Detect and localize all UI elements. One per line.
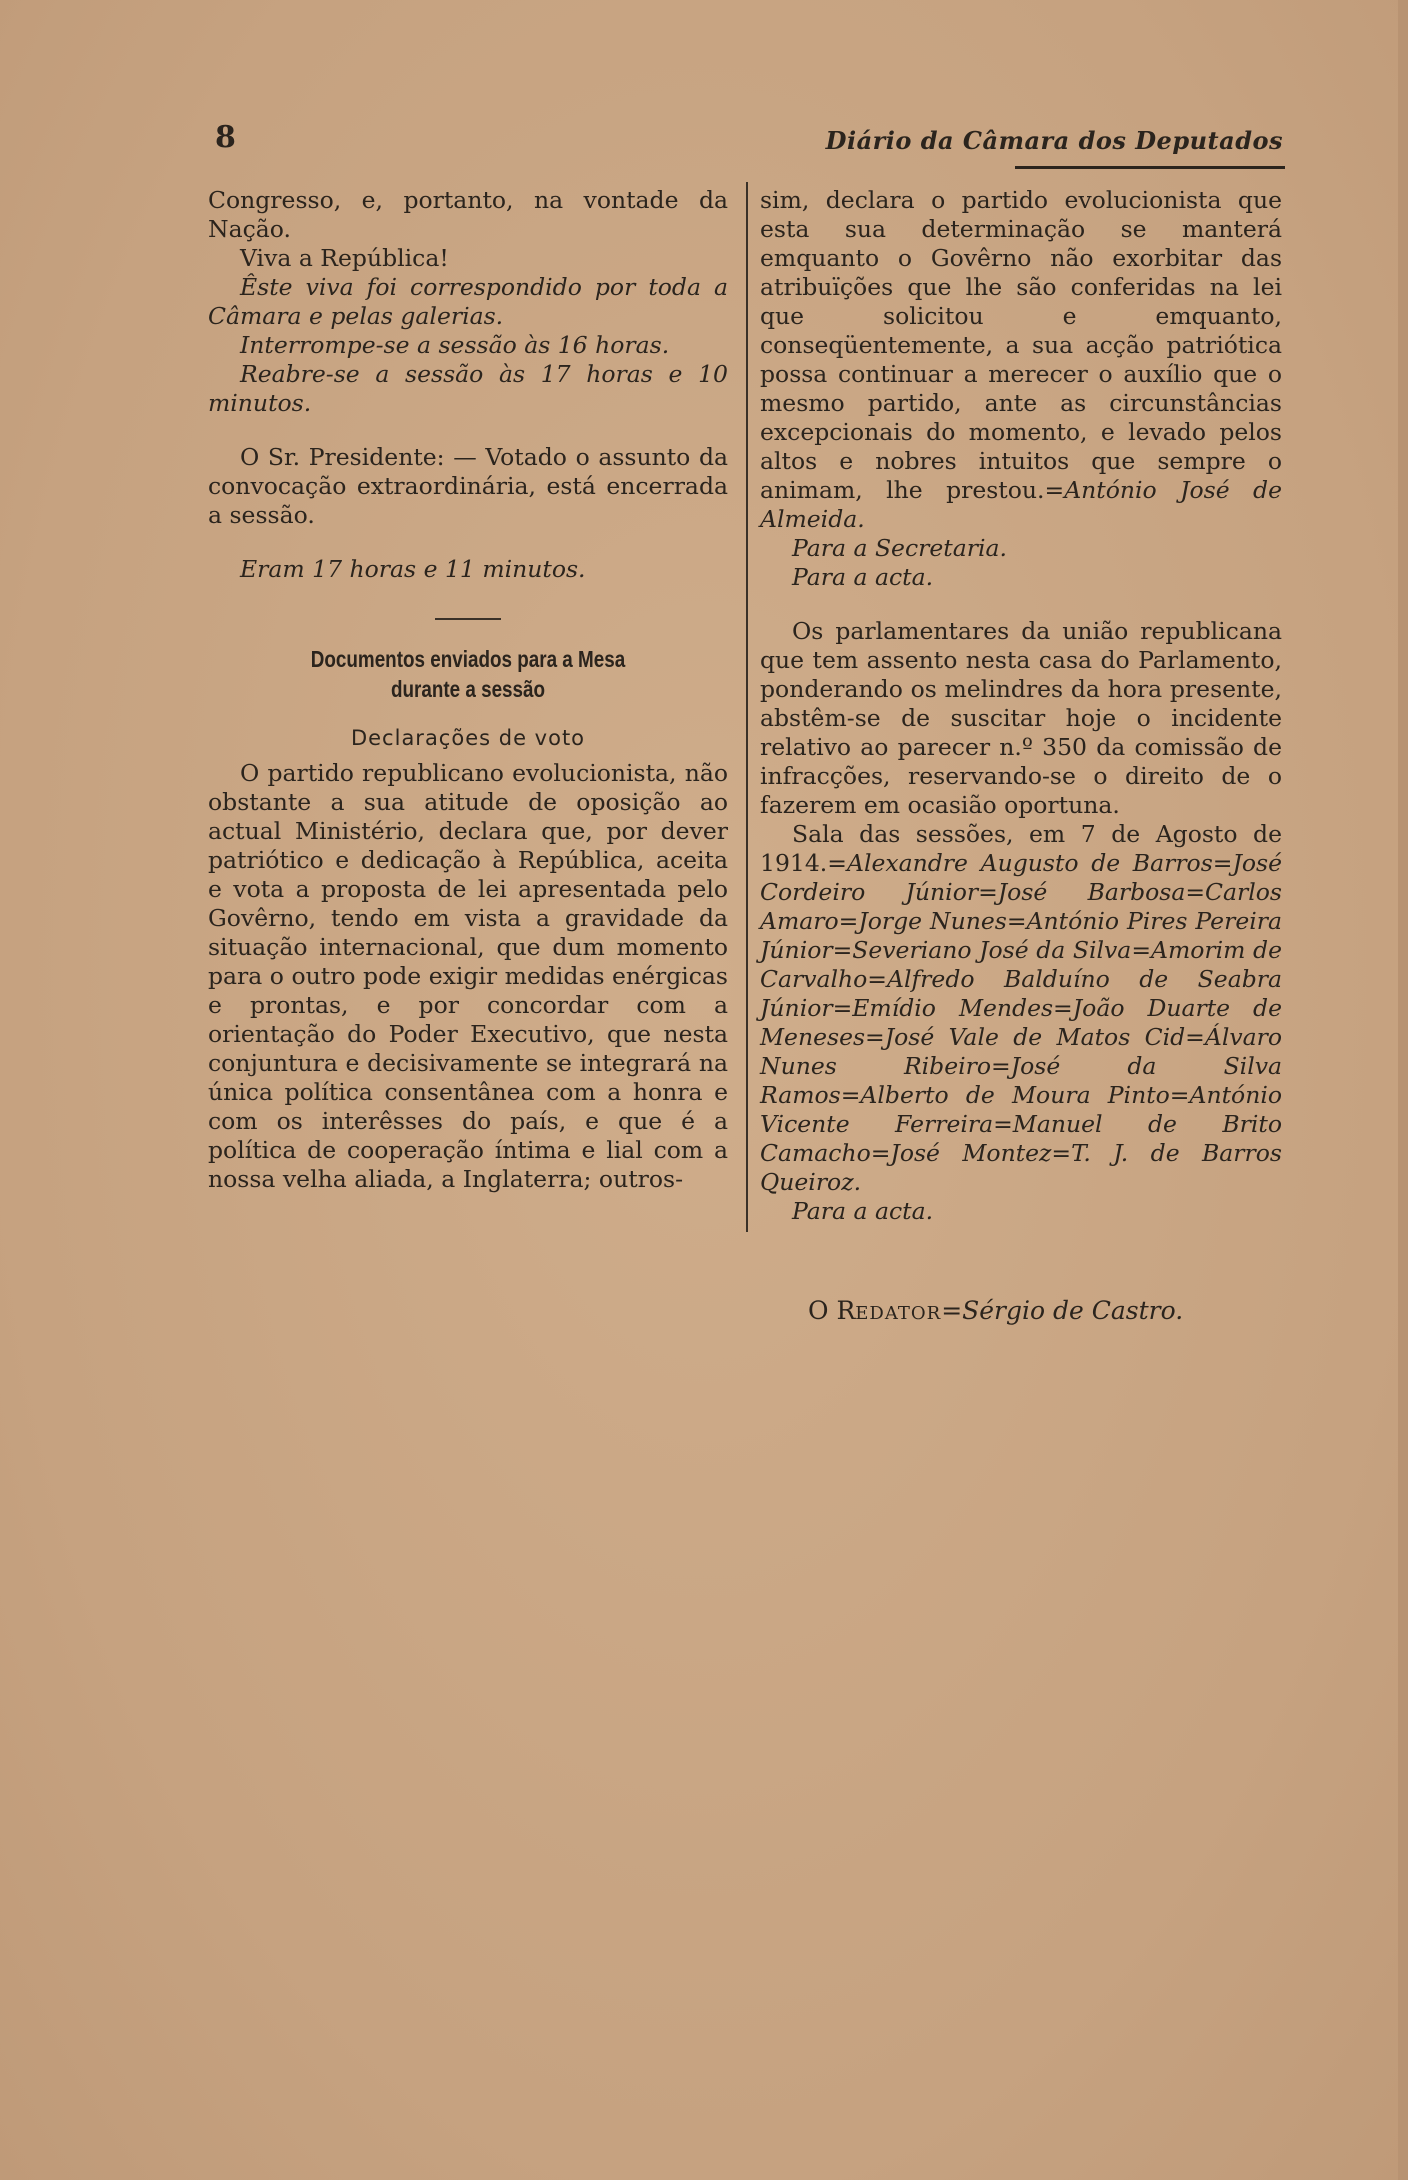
paragraph: Viva a República! <box>240 244 449 272</box>
section-title: Documentos enviados para a Mesa <box>310 646 626 672</box>
redator-line: O REDATOR=Sérgio de Castro. <box>808 1296 1184 1325</box>
paragraph: Êste viva foi correspondido por toda a Câmara e pelas galerias. <box>208 273 728 330</box>
redator-name: =Sérgio de Castro. <box>941 1296 1184 1325</box>
signature: =António José de Almeida. <box>760 476 1282 533</box>
column-divider <box>746 182 748 1232</box>
speaker-name: O Sr. Presidente: <box>240 443 445 471</box>
paragraph: Congresso, e, portanto, na vontade da Nação. <box>208 186 728 243</box>
paragraph: Eram 17 horas e 11 minutos. <box>240 555 586 583</box>
section-title: durante a sessão <box>390 676 546 702</box>
paragraph: Reabre-se a sessão às 17 horas e 10 minutos. <box>208 360 728 417</box>
right-column <box>760 186 1282 1226</box>
left-column <box>208 186 728 1194</box>
paragraph: O Sr. Presidente: — Votado o assunto da convocação extraordinária, está encerrada a sessão. <box>208 443 728 529</box>
paragraph: sim, declara o partido evolucionista que esta sua determinação se manterá emquanto o Govêrno não exorbitar das atribuïções que lhe são conferidas na lei que solicitou e emquanto, conseqüentemente, a sua acção patriótica possa continuar a merecer o auxílio que o mesmo partido, ante as circunstâncias excepcionais do momento, e levado pelos altos e nobres intuitos que sempre o animam, lhe prestou.=António José de Almeida. <box>760 186 1282 533</box>
running-head: Diário da Câmara dos Deputados <box>825 126 1283 155</box>
section-divider <box>435 618 501 620</box>
paragraph: Os parlamentares da união republicana que tem assento nesta casa do Parlamento, ponderando os melindres da hora presente, abstêm-se de suscitar hoje o incidente relativo ao parecer n.º 350 da comissão de infracções, reservando-se o direito de o fazerem em ocasião oportuna. <box>760 617 1282 819</box>
paragraph: Para a acta. <box>792 563 934 591</box>
paragraph: Para a acta. <box>792 1197 934 1225</box>
page-edge <box>1398 0 1408 2180</box>
paragraph: O partido republicano evolucionista, não obstante a sua atitude de oposição ao actual Ministério, declara que, por dever patriótico e dedicação à República, aceita e vota a proposta de lei apresentada pelo Govêrno, tendo em vista a gravidade da situação internacional, que dum momento para o outro pode exigir medidas enérgicas e prontas, e por concordar com a orientação do Poder Executivo, que nesta conjuntura e decisivamente se integrará na única política consentânea com a honra e com os interêsses do país, e que é a política de cooperação íntima e lial com a nossa velha aliada, a Inglaterra; outros- <box>208 759 728 1193</box>
paragraph: Interrompe-se a sessão às 16 horas. <box>240 331 670 359</box>
paragraph: Para a Secretaria. <box>792 534 1007 562</box>
subheading: Declarações de voto <box>350 726 586 750</box>
signature-list: =Alexandre Augusto de Barros=José Cordeiro Júnior=José Barbosa=Carlos Amaro=Jorge Nunes=António Pires Pereira Júnior=Severiano José da Silva=Amorim de Carvalho=Alfredo Balduíno de Seabra Júnior=Emídio Mendes=João Duarte de Meneses=José Vale de Matos Cid=Álvaro Nunes Ribeiro=José da Silva Ramos=Alberto de Moura Pinto=António Vicente Ferreira=Manuel de Brito Camacho=José Montez=T. J. de Barros Queiroz. <box>760 849 1282 1196</box>
header-rule <box>1015 166 1285 169</box>
page-number: 8 <box>215 120 236 155</box>
paragraph: Sala das sessões, em 7 de Agosto de 1914.=Alexandre Augusto de Barros=José Cordeiro Júnior=José Barbosa=Carlos Amaro=Jorge Nunes=António Pires Pereira Júnior=Severiano José da Silva=Amorim de Carvalho=Alfredo Balduíno de Seabra Júnior=Emídio Mendes=João Duarte de Meneses=José Vale de Matos Cid=Álvaro Nunes Ribeiro=José da Silva Ramos=Alberto de Moura Pinto=António Vicente Ferreira=Manuel de Brito Camacho=José Montez=T. J. de Barros Queiroz. <box>760 820 1282 1196</box>
